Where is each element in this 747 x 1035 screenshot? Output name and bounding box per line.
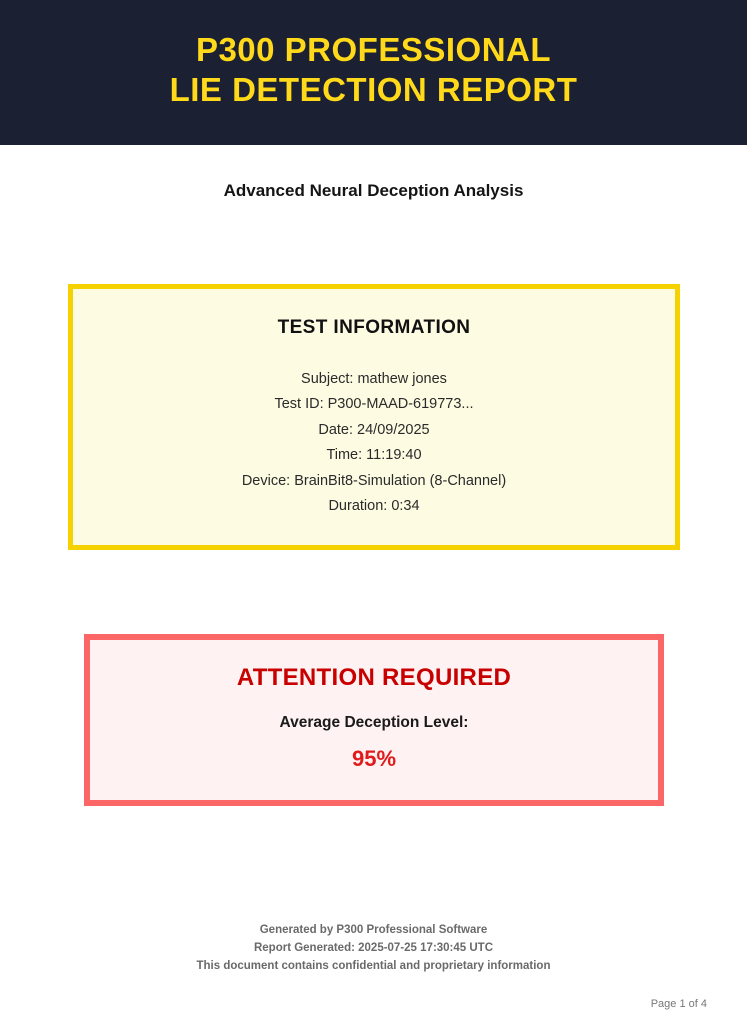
report-title-line-1: P300 PROFESSIONAL xyxy=(195,31,552,68)
test-information-title: TEST INFORMATION xyxy=(277,317,471,338)
test-information-panel xyxy=(68,284,680,550)
test-info-subject: Subject: mathew jones xyxy=(301,371,447,387)
test-info-test-id: Test ID: P300-MAAD-619773... xyxy=(274,396,474,413)
footer-report-generated: Report Generated: 2025-07-25 17:30:45 UTC xyxy=(253,941,494,954)
average-deception-level-label: Average Deception Level: xyxy=(279,714,469,731)
attention-required-panel xyxy=(84,634,664,806)
test-info-device: Device: BrainBit8-Simulation (8-Channel) xyxy=(241,472,507,489)
average-deception-level-value: 95% xyxy=(351,746,397,771)
footer-generated-by: Generated by P300 Professional Software xyxy=(259,924,488,936)
page-number: Page 1 of 4 xyxy=(650,998,707,1010)
test-info-date: Date: 24/09/2025 xyxy=(318,421,430,438)
report-header-banner xyxy=(0,0,747,145)
report-title-line-2: LIE DETECTION REPORT xyxy=(169,71,578,109)
test-info-duration: Duration: 0:34 xyxy=(328,497,420,514)
report-subtitle: Advanced Neural Deception Analysis xyxy=(223,180,524,200)
report-footer xyxy=(0,922,747,975)
test-info-time: Time: 11:19:40 xyxy=(326,447,422,464)
attention-required-title: ATTENTION REQUIRED xyxy=(236,664,512,691)
footer-confidentiality-notice: This document contains confidential and proprietary information xyxy=(196,959,551,972)
